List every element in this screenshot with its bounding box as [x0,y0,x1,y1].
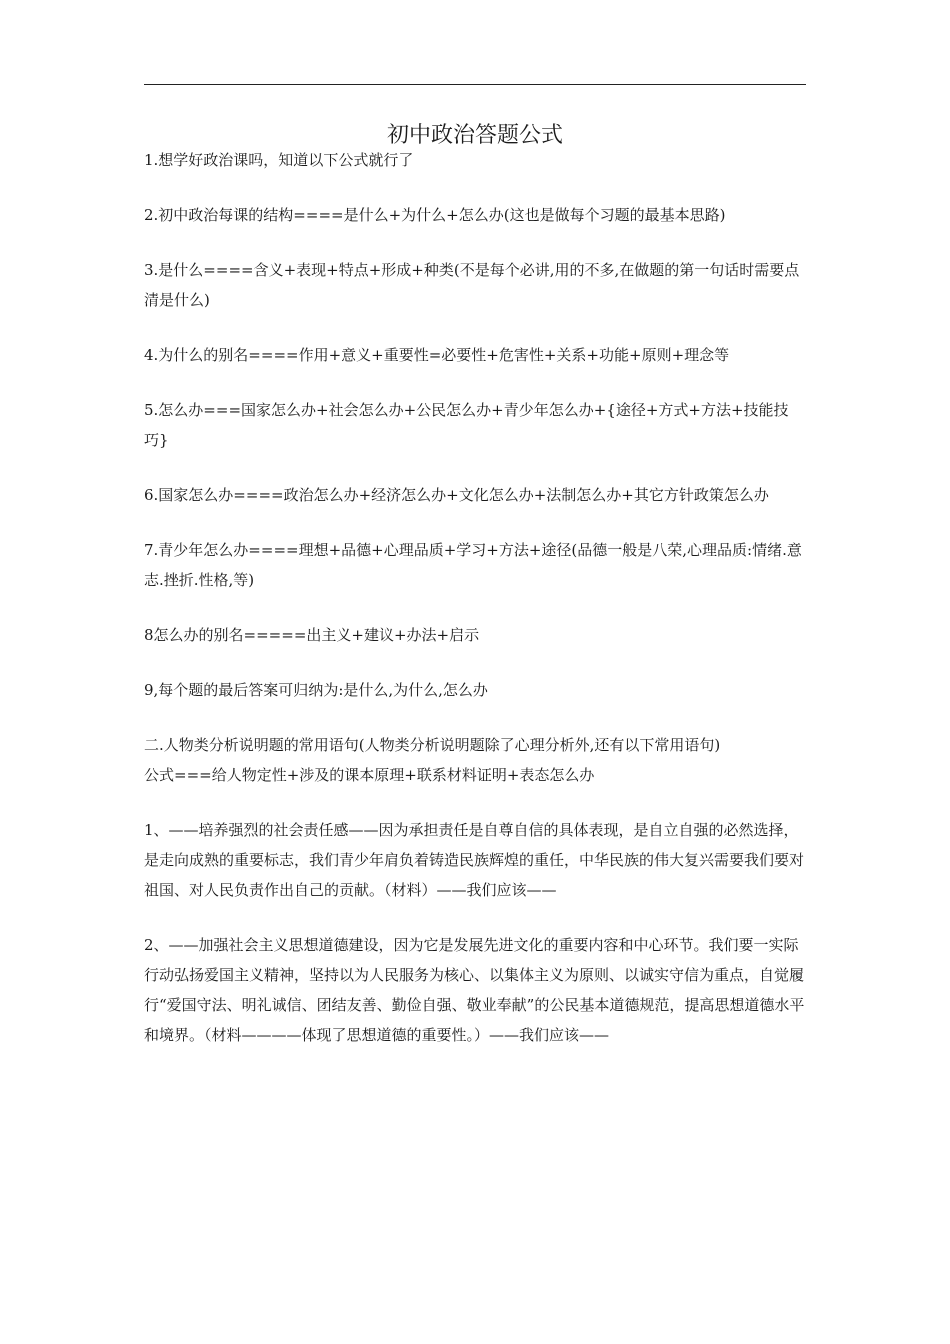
paragraph-1: 1.想学好政治课吗，知道以下公式就行了 [144,151,414,169]
document-body [144,145,810,1050]
paragraph-5: 5.怎么办===国家怎么办+社会怎么办+公民怎么办+青少年怎么办+{途径+方式+方法+技能技巧} [144,401,789,449]
page-title: 初中政治答题公式 [386,123,563,148]
paragraph-8: 8怎么办的别名=====出主义+建议+办法+启示 [144,626,480,644]
paragraph-4: 4.为什么的别名====作用+意义+重要性=必要性+危害性+关系+功能+原则+理念等 [144,346,730,364]
paragraph-6: 6.国家怎么办====政治怎么办+经济怎么办+文化怎么办+法制怎么办+其它方针政策怎么办 [144,486,769,504]
paragraph-3: 3.是什么====含义+表现+特点+形成+种类(不是每个必讲,用的不多,在做题的第一句话时需要点清是什么) [144,261,800,309]
paragraph-2: 2.初中政治每课的结构====是什么+为什么+怎么办(这也是做每个习题的最基本思路) [144,206,726,224]
section-heading-2: 二.人物类分析说明题的常用语句(人物类分析说明题除了心理分析外,还有以下常用语句) [144,736,721,754]
item-2: 2、——加强社会主义思想道德建设，因为它是发展先进文化的重要内容和中心环节。我们要一实际行动弘扬爱国主义精神，坚持以为人民服务为核心、以集体主义为原则、以诚实守信为重点，自觉履行“爱国守法、明礼诚信、团结友善、勤俭自强、敬业奉献”的公民基本道德规范，提高思想道德水平和境界。（材料————体现了思想道德的重要性。）——我们应该—— [144,936,805,1044]
paragraph-9: 9,每个题的最后答案可归纳为:是什么,为什么,怎么办 [144,681,488,699]
item-1: 1、——培养强烈的社会责任感——因为承担责任是自尊自信的具体表现，是自立自强的必然选择，是走向成熟的重要标志，我们青少年肩负着铸造民族辉煌的重任，中华民族的伟大复兴需要我们要对祖国、对人民负责作出自己的贡献。（材料）——我们应该—— [144,821,805,899]
paragraph-7: 7.青少年怎么办====理想+品德+心理品质+学习+方法+途径(品德一般是八荣,心理品质:情绪.意志.挫折.性格,等) [144,541,802,589]
formula-line: 公式===给人物定性+涉及的课本原理+联系材料证明+表态怎么办 [144,766,595,784]
header-rule [144,84,806,85]
